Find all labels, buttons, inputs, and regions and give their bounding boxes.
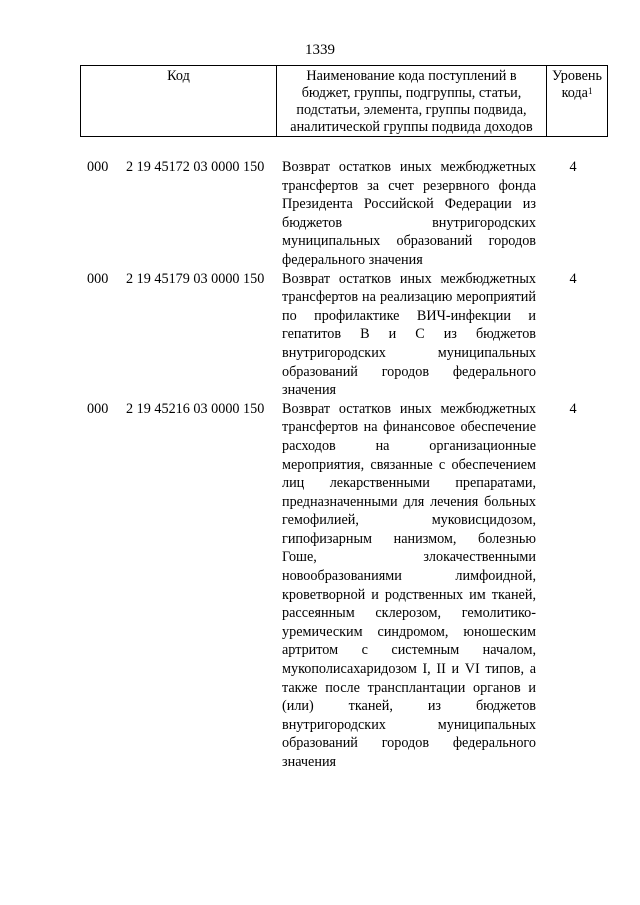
header-level — [547, 66, 607, 136]
code-level: 4 — [569, 400, 577, 417]
footnote-marker: 1 — [587, 86, 593, 96]
page-number: 1339 — [305, 42, 335, 58]
table-header — [80, 65, 608, 137]
revenue-name: Возврат остатков иных межбюджетных трансфертов за счет резервного фонда Президента Российской Федерации из бюджетов внутригородских муниципальных образований городов федерального значения — [282, 159, 536, 268]
admin-code: 000 — [87, 159, 109, 175]
table-row — [0, 158, 640, 270]
code-level: 4 — [569, 159, 577, 175]
revenue-name: Возврат остатков иных межбюджетных трансфертов на реализацию мероприятий по профилактике ВИЧ-инфекции и гепатитов B и C из бюджетов внутригородских муниципальных образований городов федерального значения — [282, 270, 536, 399]
table-row — [0, 270, 640, 400]
table-body — [0, 158, 640, 772]
table-row — [0, 400, 640, 772]
header-level-label: Уровень кода — [552, 68, 602, 101]
revenue-name: Возврат остатков иных межбюджетных трансфертов на финансовое обеспечение расходов на организационные мероприятия, связанные с обеспечением лиц лекарственными препаратами, предназначенными для лечения больных гемофилией, муковисцидозом, гипофизарным нанизмом, болезнью Гоше, злокачественными новообразованиями лимфоидной, кроветворной и родственных им тканей, рассеянным склерозом, гемолитико-уремическим синдромом, юношеским артритом с системным началом, мукополисахаридозом I, II и VI типов, а также после трансплантации органов и (или) тканей, из бюджетов внутригородских муниципальных образований городов федерального значения — [282, 400, 536, 770]
header-name: Наименование кода поступлений в бюджет, группы, подгруппы, статьи, подстатьи, элемента, группы подвида, аналитической группы подвида доходов — [277, 66, 547, 136]
revenue-code: 2 19 45179 03 0000 150 — [126, 270, 265, 287]
admin-code: 000 — [87, 270, 109, 287]
admin-code: 000 — [87, 400, 109, 417]
revenue-code: 2 19 45216 03 0000 150 — [126, 400, 265, 417]
code-level: 4 — [569, 270, 577, 287]
revenue-code: 2 19 45172 03 0000 150 — [126, 159, 265, 175]
header-code: Код — [81, 66, 277, 136]
